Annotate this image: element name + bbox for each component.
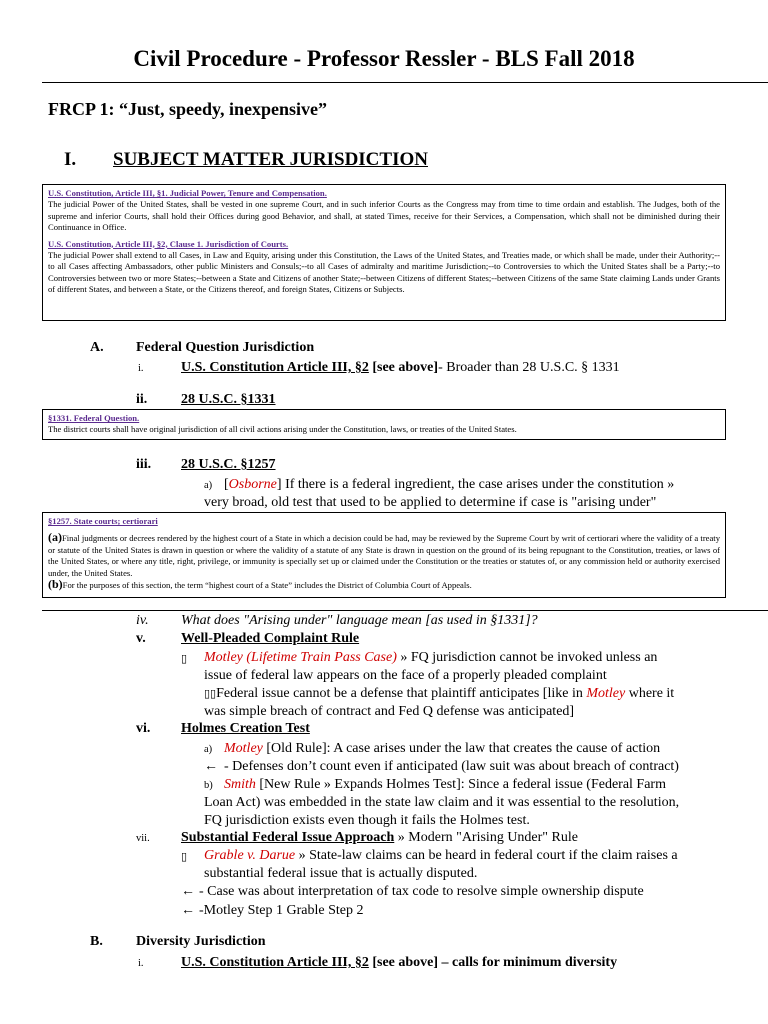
bullet-icon: ▯	[181, 851, 188, 863]
case-name: Smith	[224, 777, 256, 792]
bracket-note: [see above]	[368, 360, 439, 375]
constitution-excerpt-box	[42, 184, 726, 321]
bracket: ]	[276, 477, 282, 492]
rule-heading: Holmes Creation Test	[181, 721, 310, 736]
outline-letter: B.	[90, 934, 103, 949]
outline-number: v.	[136, 631, 146, 646]
excerpt-heading: §1257. State courts; certiorari	[48, 516, 158, 526]
outline-item	[181, 954, 617, 972]
outline-heading: Diversity Jurisdiction	[136, 934, 266, 949]
question-text: What does "Arising under" language mean [as used in §1331]?	[181, 613, 538, 628]
excerpt-text: The district courts shall have original jurisdiction of all civil actions arising under the Constitution, laws, or treaties of the United States.	[48, 424, 517, 435]
item-text: - Broader than 28 U.S.C. § 1331	[438, 360, 620, 375]
case-name: Motley (Lifetime Train Pass Case)	[204, 650, 397, 665]
section-number: I.	[64, 149, 77, 170]
excerpt-text: The judicial Power shall extend to all Cases, in Law and Equity, arising under this Constitution, the Laws of the United States, and Treaties made, or which shall be made, under their Authority;--to all Cases affecting Ambassadors, other public Ministers and Consuls;--to all Cases of admiralty and maritime Jurisdiction;--to Controversies to which the United States shall be a Party;--to Controversies between two or more States;--between a State and Citizens of another State;--between Citizens of different States;--between Citizens of the same State claiming Lands under Grants of different States, and between a State, or the Citizens thereof, and foreign States, Citizens or Subjects.	[48, 250, 720, 295]
left-arrow-icon: ←	[181, 884, 195, 899]
citation: U.S. Constitution Article III, §2	[181, 360, 369, 375]
sub-letter: a)	[204, 480, 213, 491]
statute-excerpt-box	[42, 409, 726, 440]
bullet-icon: ▯	[181, 653, 188, 665]
outline-number: ii.	[136, 392, 148, 407]
frcp-heading: FRCP 1: “Just, speedy, inexpensive”	[48, 99, 328, 119]
item-text: [New Rule » Expands Holmes Test]: Since a federal issue (Federal Farm	[255, 777, 666, 792]
item-text: very broad, old test that used to be applied to determine if case is "arising under"	[204, 495, 657, 510]
outline-letter: A.	[90, 340, 104, 355]
left-arrow-icon: ←	[181, 903, 195, 918]
case-name: Motley	[224, 741, 263, 756]
sub-bullet-icon: ▯▯	[204, 688, 217, 700]
citation: 28 U.S.C. §1257	[181, 457, 276, 472]
outline-item	[224, 476, 674, 494]
item-text: » FQ jurisdiction cannot be invoked unless an	[396, 650, 658, 665]
outline-item	[224, 740, 660, 758]
document-title: Civil Procedure - Professor Ressler - BLS Fall 2018	[133, 46, 635, 71]
item-text: Loan Act) was embedded in the state law claim and it was essential to the resolution,	[204, 795, 680, 810]
bracket: [	[224, 477, 229, 492]
item-text: Federal issue cannot be a defense that plaintiff anticipates [like in	[216, 686, 587, 701]
section-heading: SUBJECT MATTER JURISDICTION	[113, 149, 428, 170]
outline-number: i.	[138, 958, 144, 969]
outline-item	[204, 685, 674, 703]
outline-item	[204, 649, 657, 667]
outline-item	[204, 847, 678, 865]
case-name: Motley	[586, 686, 626, 701]
rule-heading: Substantial Federal Issue Approach	[181, 830, 395, 845]
citation: 28 U.S.C. §1331	[181, 392, 276, 407]
subsection-text: For the purposes of this section, the term “highest court of a State” includes the District of Columbia Court of Appeals.	[62, 580, 472, 591]
item-text: [see above] – calls for minimum diversity	[368, 955, 618, 970]
subsection-mark: (a)	[48, 530, 62, 545]
rule-heading: Well-Pleaded Complaint Rule	[181, 631, 360, 646]
citation: U.S. Constitution Article III, §2	[181, 955, 369, 970]
subsection-text: Final judgments or decrees rendered by the highest court of a State in which a decision could be had, may be reviewed by the Supreme Court by writ of certiorari where the validity of a treaty or statute of the United States is drawn in question or where the validity of a statute of any State is drawn in question on the ground of its being repugnant to the Constitution, treaties, or laws of the United States, or where any title, right, privilege, or immunity is specially set up or claimed under the Constitution or the treaties or statutes of, or any commission held or authority exercised under, the United States.	[48, 533, 720, 578]
excerpt-text	[48, 579, 720, 591]
item-text: - Defenses don’t count even if anticipated (law suit was about breach of contract)	[224, 759, 679, 774]
item-text: » State-law claims can be heard in federal court if the claim raises a	[295, 848, 678, 863]
outline-number: iv.	[136, 613, 149, 628]
excerpt-text	[48, 532, 720, 579]
case-name: Osborne	[228, 477, 277, 492]
outline-item	[181, 359, 620, 377]
item-text: FQ jurisdiction exists even though it fails the Holmes test.	[204, 813, 530, 828]
outline-number: i.	[138, 363, 144, 374]
title-rule	[42, 82, 768, 83]
outline-number: vii.	[136, 833, 150, 844]
excerpt-heading: U.S. Constitution, Article III, §1. Judicial Power, Tenure and Compensation.	[48, 188, 327, 198]
subsection-mark: (b)	[48, 577, 63, 592]
section-rule	[42, 610, 768, 611]
sub-letter: a)	[204, 744, 213, 755]
left-arrow-icon: ←	[204, 759, 218, 774]
item-text: -Motley Step 1 Grable Step 2	[199, 903, 364, 918]
item-text: was simple breach of contract and Fed Q defense was anticipated]	[204, 704, 575, 719]
case-name: Grable v. Darue	[204, 848, 296, 863]
excerpt-text: The judicial Power of the United States, shall be vested in one supreme Court, and in such inferior Courts as the Congress may from time to time ordain and establish. The Judges, both of the supreme and inferior Courts, shall hold their Offices during good Behavior, and shall, at stated Times, receive for their Services, a Compensation, which shall not be diminished during their Continuance in Office.	[48, 199, 720, 233]
outline-number: vi.	[136, 721, 151, 736]
outline-item	[224, 776, 722, 794]
item-text: issue of federal law appears on the face of a properly pleaded complaint	[204, 668, 607, 683]
item-text: [Old Rule]: A case arises under the law that creates the cause of action	[262, 741, 661, 756]
statute-excerpt-box	[42, 512, 726, 598]
item-text: If there is a federal ingredient, the case arises under the constitution »	[281, 477, 675, 492]
excerpt-heading: §1331. Federal Question.	[48, 413, 140, 423]
item-text: substantial federal issue that is actually disputed.	[204, 866, 478, 881]
outline-heading: Federal Question Jurisdiction	[136, 340, 315, 355]
outline-item	[181, 829, 578, 847]
item-text: - Case was about interpretation of tax code to resolve simple ownership dispute	[199, 884, 644, 899]
outline-number: iii.	[136, 457, 152, 472]
item-text: where it	[625, 686, 675, 701]
excerpt-heading: U.S. Constitution, Article III, §2, Clause 1. Jurisdiction of Courts.	[48, 238, 289, 249]
sub-letter: b)	[204, 780, 213, 791]
item-text: » Modern "Arising Under" Rule	[394, 830, 578, 845]
